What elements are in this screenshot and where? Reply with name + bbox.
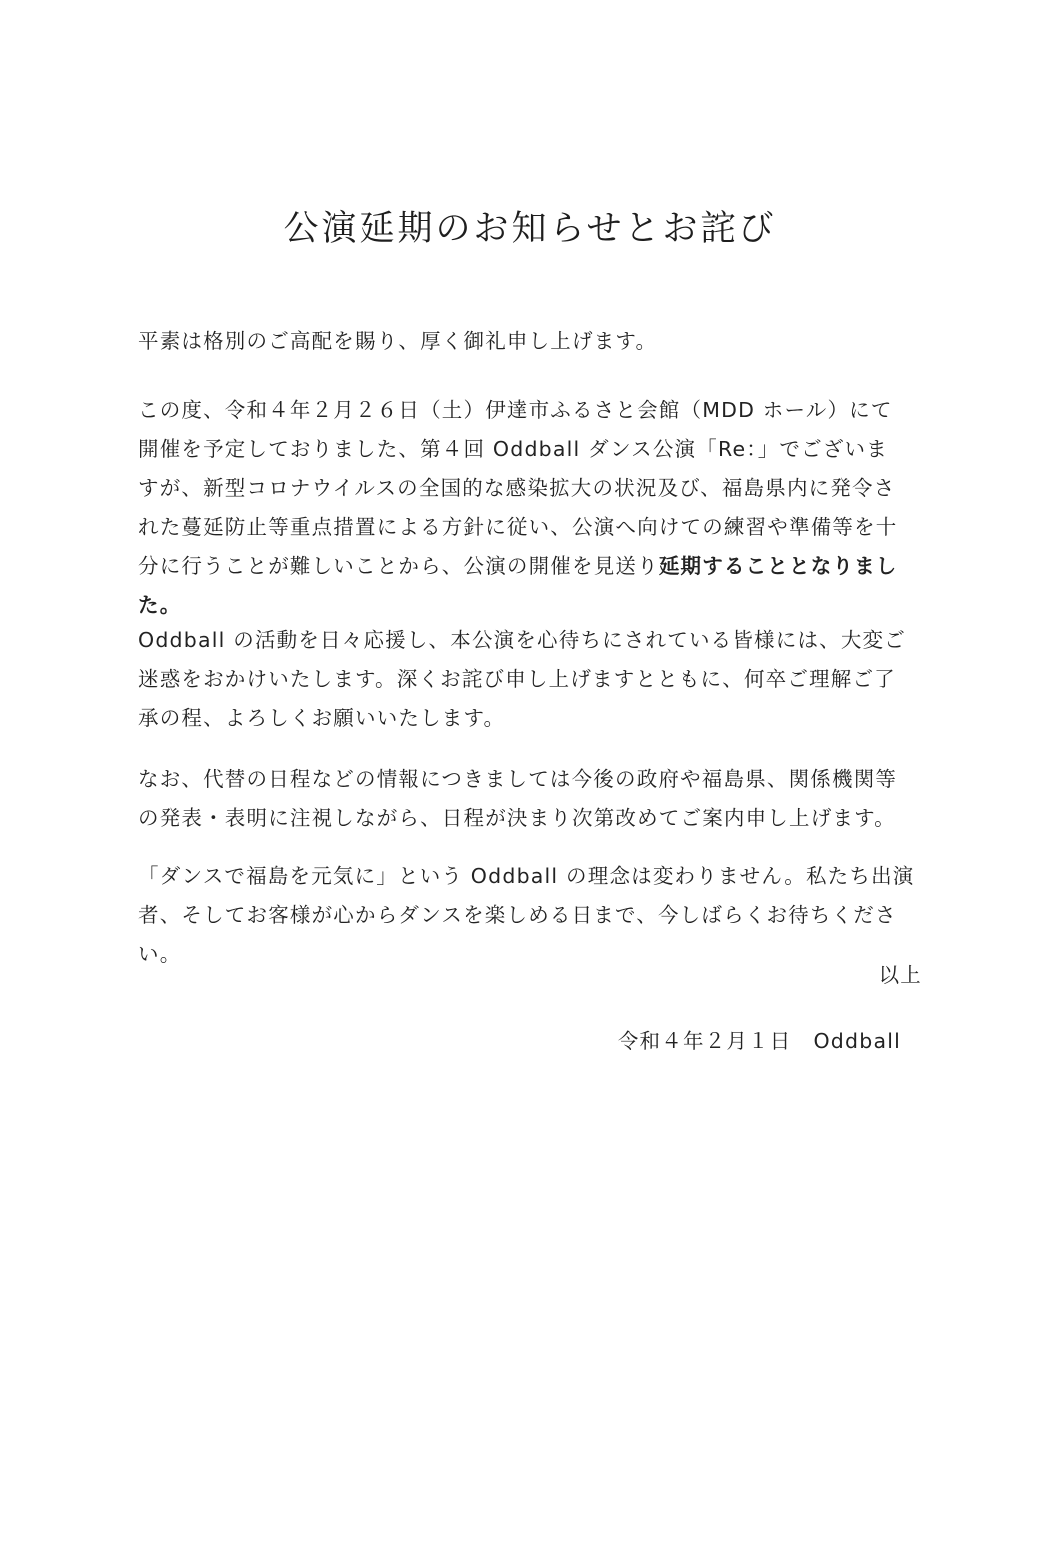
paragraph-line: すが、新型コロナウイルスの全国的な感染拡大の状況及び、福島県内に発令さ bbox=[138, 476, 896, 500]
paragraph-line: の発表・表明に注視しながら、日程が決まり次第改めてご案内申し上げます。 bbox=[138, 806, 896, 830]
paragraph-line: なお、代替の日程などの情報につきましては今後の政府や福島県、関係機関等 bbox=[138, 767, 898, 791]
paragraph-line: Oddball の活動を日々応援し、本公演を心待ちにされている皆様には、大変ご bbox=[138, 628, 906, 652]
paragraph-line: 迷惑をおかけいたします。深くお詫び申し上げますとともに、何卒ご理解ご了 bbox=[138, 667, 896, 691]
postponement-paragraph bbox=[138, 391, 928, 625]
emphasis-text: 延期することとなりまし bbox=[658, 554, 898, 578]
greeting-paragraph bbox=[138, 322, 928, 361]
greeting-line: 平素は格別のご高配を賜り、厚く御礼申し上げます。 bbox=[138, 329, 658, 353]
paragraph-line: 「ダンスで福島を元気に」という Oddball の理念は変わりません。私たち出演 bbox=[138, 864, 915, 888]
reschedule-paragraph bbox=[138, 760, 928, 838]
signature bbox=[618, 1022, 901, 1061]
apology-paragraph bbox=[138, 621, 928, 738]
paragraph-line: 承の程、よろしくお願いいたします。 bbox=[138, 706, 506, 730]
paragraph-line: れた蔓延防止等重点措置による方針に従い、公演へ向けての練習や準備等を十 bbox=[138, 515, 898, 539]
page-title: 公演延期のお知らせとお詫び bbox=[283, 209, 777, 249]
philosophy-paragraph bbox=[138, 857, 928, 974]
paragraph-line: この度、令和４年２月２６日（土）伊達市ふるさと会館（MDD ホール）にて bbox=[138, 398, 893, 422]
paragraph-line: 者、そしてお客様が心からダンスを楽しめる日まで、今しばらくお待ちくださ bbox=[138, 903, 897, 927]
paragraph-line: 開催を予定しておりました、第４回 Oddball ダンス公演「Re：」でございま bbox=[138, 437, 888, 461]
signature-org: Oddball bbox=[813, 1029, 901, 1053]
signature-date: 令和４年２月１日 bbox=[617, 1029, 792, 1053]
emphasis-text: た。 bbox=[138, 593, 182, 617]
paragraph-line bbox=[138, 547, 928, 586]
closing-mark: 以上 bbox=[878, 963, 922, 987]
paragraph-text: 分に行うことが難しいことから、公演の開催を見送り bbox=[138, 554, 659, 578]
paragraph-line: い。 bbox=[138, 942, 182, 966]
